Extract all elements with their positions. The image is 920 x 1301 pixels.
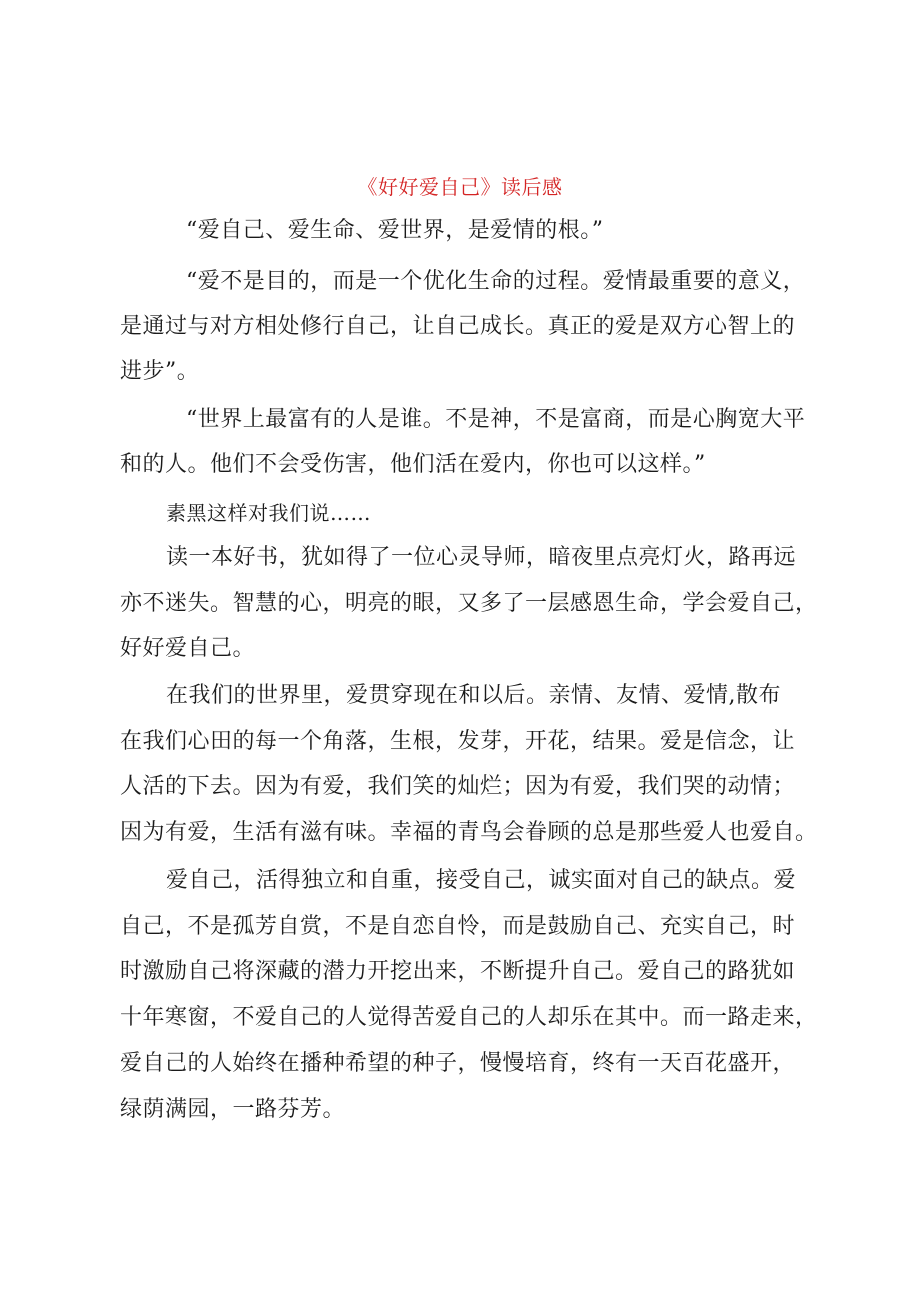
- text-line: 爱自己，活得独立和自重，接受自己，诚实面对自己的缺点。爱: [166, 868, 797, 893]
- text-line: 进步”。: [120, 359, 200, 384]
- text-line: “世界上最富有的人是谁。不是神，不是富商，而是心胸宽大平: [186, 407, 806, 432]
- text-line: 素黑这样对我们说……: [166, 501, 371, 525]
- text-line: 在我们心田的每一个角落，生根，发芽，开花，结果。爱是信念，让: [120, 729, 796, 754]
- text-line: “爱自己、爱生命、爱世界，是爱情的根。”: [186, 218, 604, 243]
- text-line: 在我们的世界里，爱贯穿现在和以后。亲情、友情、爱情,散布: [166, 683, 781, 708]
- document-title: 《好好爱自己》读后感: [357, 175, 563, 199]
- text-line: 读一本好书，犹如得了一位心灵导师，暗夜里点亮灯火，路再远: [166, 545, 797, 570]
- text-line: 亦不迷失。智慧的心，明亮的眼，又多了一层感恩生命，学会爱自己，: [120, 591, 818, 616]
- text-line: 自己，不是孤芳自赏，不是自恋自怜，而是鼓励自己、充实自己，时: [120, 914, 796, 939]
- text-line: 是通过与对方相处修行自己，让自己成长。真正的爱是双方心智上的: [120, 314, 796, 339]
- text-line: “爱不是目的，而是一个优化生命的过程。爱情最重要的意义，: [186, 269, 806, 294]
- text-line: 好好爱自己。: [120, 636, 256, 661]
- text-line: 绿荫满园，一路芬芳。: [120, 1097, 346, 1122]
- text-line: 人活的下去。因为有爱，我们笑的灿烂；因为有爱，我们哭的动情；: [120, 774, 796, 799]
- text-line: 十年寒窗，不爱自己的人觉得苦爱自己的人却乐在其中。而一路走来，: [120, 1005, 818, 1030]
- text-line: 和的人。他们不会受伤害，他们活在爱内，你也可以这样。”: [120, 452, 706, 477]
- text-line: 因为有爱，生活有滋有味。幸福的青鸟会眷顾的总是那些爱人也爱自。: [120, 820, 818, 845]
- text-line: 爱自己的人始终在播种希望的种子，慢慢培育，终有一天百花盛开，: [120, 1051, 796, 1076]
- text-line: 时激励自己将深藏的潜力开挖出来，不断提升自己。爱自己的路犹如: [120, 959, 796, 984]
